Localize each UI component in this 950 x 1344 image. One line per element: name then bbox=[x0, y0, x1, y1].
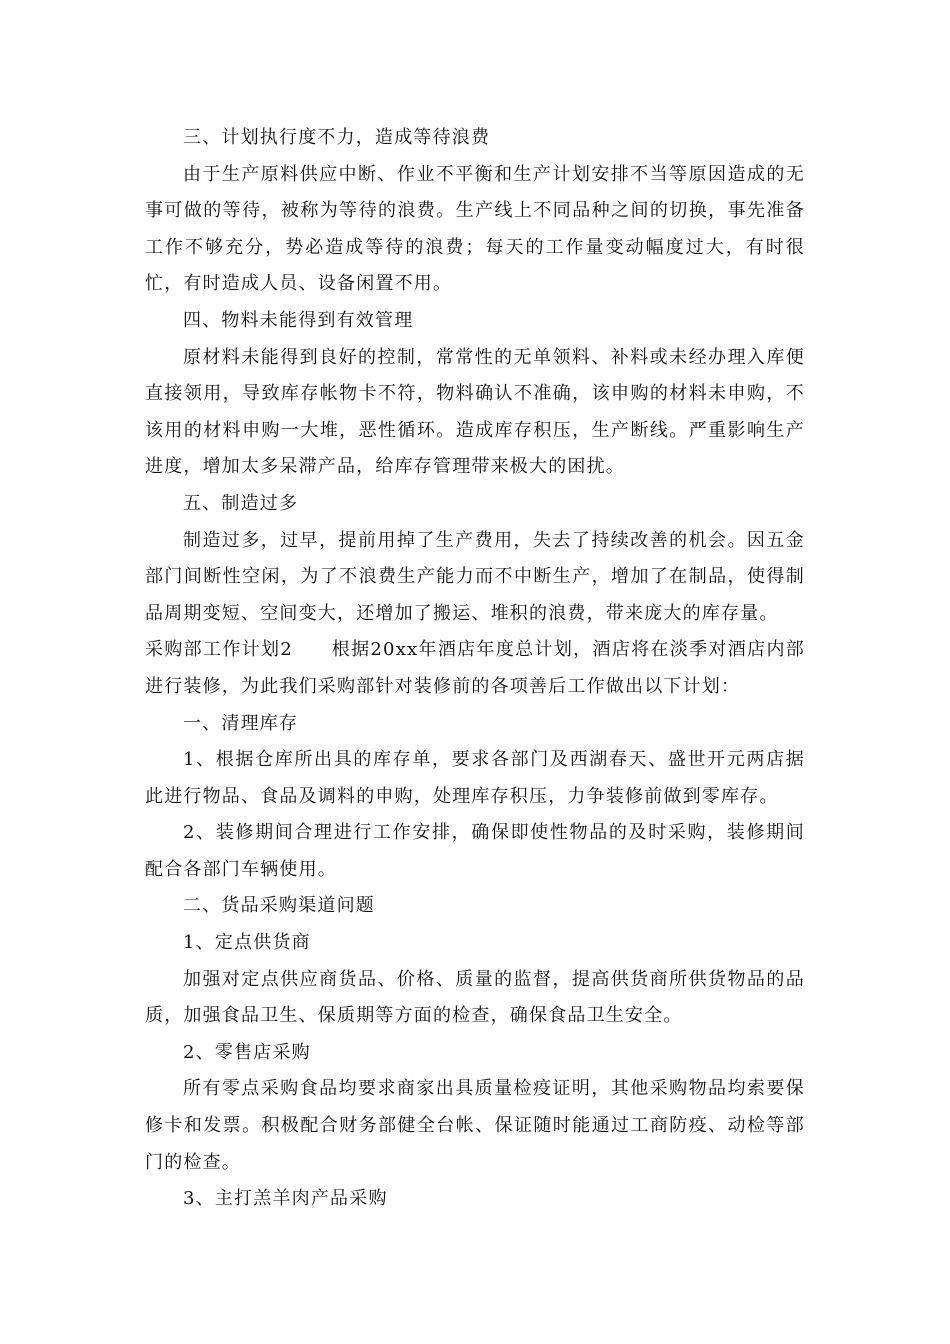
body-paragraph: 由于生产原料供应中断、作业不平衡和生产计划安排不当等原因造成的无事可做的等待，被称为等待的浪费。生产线上不同品种之间的切换，事先准备工作不够充分，势必造成等待的浪费；每天的工作量变动幅度过大，有时很忙，有时造成人员、设备闲置不用。 bbox=[145, 163, 805, 295]
subsection-heading: 3、主打羔羊肉产品采购 bbox=[183, 1188, 388, 1210]
body-paragraph: 加强对定点供应商货品、价格、质量的监督，提高供货商所供货物品的品质，加强食品卫生、保质期等方面的检查，确保食品卫生安全。 bbox=[145, 968, 805, 1027]
body-paragraph: 原材料未能得到良好的控制，常常性的无单领料、补料或未经办理入库便直接领用，导致库存帐物卡不符，物料确认不准确，该申购的材料未申购，不该用的材料申购一大堆，恶性循环。造成库存积压，生产断线。严重影响生产进度，增加太多呆滞产品，给库存管理带来极大的困扰。 bbox=[145, 346, 805, 478]
body-paragraph: 制造过多，过早，提前用掉了生产费用，失去了持续改善的机会。因五金部门间断性空闲，为了不浪费生产能力而不中断生产，增加了在制品，使得制品周期变短、空间变大，还增加了搬运、堆积的浪费，带来庞大的库存量。 bbox=[145, 529, 805, 624]
body-paragraph: 1、根据仓库所出具的库存单，要求各部门及西湖春天、盛世开元两店据此进行物品、食品及调料的申购，处理库存积压，力争装修前做到零库存。 bbox=[145, 749, 805, 807]
section-heading: 二、货品采购渠道问题 bbox=[183, 895, 375, 917]
body-paragraph: 所有零点采购食品均要求商家出具质量检疫证明，其他采购物品均索要保修卡和发票。积极配合财务部健全台帐、保证随时能通过工商防疫、动检等部门的检查。 bbox=[145, 1078, 805, 1173]
subsection-heading: 1、定点供货商 bbox=[183, 932, 311, 954]
body-paragraph: 2、装修期间合理进行工作安排，确保即使性物品的及时采购，装修期间配合各部门车辆使用。 bbox=[145, 822, 805, 880]
section-heading: 五、制造过多 bbox=[183, 492, 299, 514]
section-heading: 一、清理库存 bbox=[183, 712, 299, 734]
document-body bbox=[145, 120, 805, 1218]
section-heading: 四、物料未能得到有效管理 bbox=[183, 309, 414, 331]
section-heading: 三、计划执行度不力，造成等待浪费 bbox=[183, 127, 491, 148]
plan-title-paragraph: 采购部工作计划2 根据20xx年酒店年度总计划，酒店将在淡季对酒店内部进行装修，为此我们采购部针对装修前的各项善后工作做出以下计划： bbox=[145, 639, 805, 697]
subsection-heading: 2、零售店采购 bbox=[183, 1041, 311, 1063]
